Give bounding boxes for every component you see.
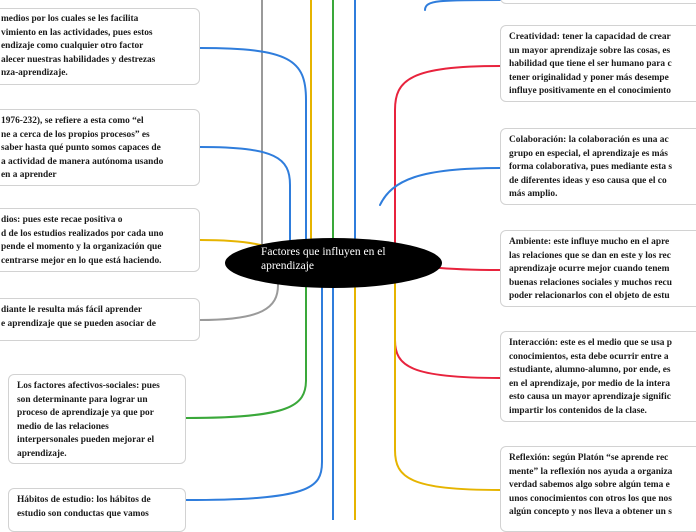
node-text: Ambiente: este influye mucho en el apre las relaciones que se dan en este y los rec aprendizaje ocurre mejor cuando tenem buenas relaciones sociales y muchos recu poder relacionarlos con el objeto de estu xyxy=(509,237,672,302)
right-node-ambiente[interactable] xyxy=(500,230,696,307)
right-node-interaccion[interactable] xyxy=(500,331,696,422)
right-branch-line xyxy=(395,265,500,378)
node-text: 1976-232), se refiere a esta como “el ne a cerca de los propios procesos” es saber hasta qué punto somos capaces de a actividad de manera autónoma usando en a aprender xyxy=(1,116,164,181)
node-text: Reflexión: según Platón “se aprende rec mente” la reflexión nos ayuda a organiza verdad sabemos algo sobre algún tema e unos conocimientos con otros los que nos algún concepto y nos lleva a obtener un s xyxy=(509,453,673,518)
left-node-asociacion[interactable] xyxy=(0,298,200,341)
node-text: dios: pues este recae positiva o d de los estudios realizados por cada uno pende el momento y la organización que centrarse mejor en lo que está haciendo. xyxy=(1,215,164,266)
right-node-reflexion[interactable] xyxy=(500,446,696,532)
left-branch-line xyxy=(186,265,322,500)
left-node-habitos-dios[interactable] xyxy=(0,208,200,272)
left-branch-line xyxy=(186,265,306,418)
node-text: Interacción: este es el medio que se usa p conocimientos, esta debe ocurrir entre a estudiante, alumno-alumno, por ende, es en el aprendizaje, por medio de la intera esto causa un mayor aprendizaje signific impartir los contenidos de la clase. xyxy=(509,338,673,416)
central-topic-label: Factores que influyen en el aprendizaje xyxy=(261,246,386,272)
node-text: medios por los cuales se les facilita vimiento en las actividades, pues estos endizaje como cualquier otro factor alecer nuestras habilidades y destrezas nza-aprendizaje. xyxy=(1,14,156,79)
right-branch-line xyxy=(395,66,500,262)
left-node-facilitadores[interactable] xyxy=(0,8,200,85)
right-node-top-partial[interactable] xyxy=(500,0,696,4)
right-branch-line xyxy=(380,168,500,205)
right-branch-line xyxy=(425,0,500,10)
node-text: Creatividad: tener la capacidad de crear un mayor aprendizaje sobre las cosas, es habilidad que tiene el ser humano para c tener originalidad y poner más desempe influye positivamente en el conocimiento xyxy=(509,32,672,97)
left-node-habitos-estudio[interactable] xyxy=(8,488,186,532)
central-topic[interactable] xyxy=(225,238,442,288)
left-node-metacognicion[interactable] xyxy=(0,109,200,186)
node-text: Hábitos de estudio: los hábitos de estudio son conductas que vamos xyxy=(17,495,151,519)
node-text: diante le resulta más fácil aprender e aprendizaje que se pueden asociar de xyxy=(1,305,156,329)
right-node-creatividad[interactable] xyxy=(500,25,696,102)
node-text: Colaboración: la colaboración es una ac grupo en especial, el aprendizaje es más forma colaborativa, pues mediante esta s de diferentes ideas y eso causa que el co más amplio. xyxy=(509,135,673,200)
right-node-colaboracion[interactable] xyxy=(500,128,696,205)
left-node-afectivos-sociales[interactable] xyxy=(8,374,186,464)
node-text: Los factores afectivos-sociales: pues son determinante para lograr un proceso de aprendizaje ya que por medio de las relaciones interpersonales pueden mejorar el aprendizaje. xyxy=(17,381,160,459)
